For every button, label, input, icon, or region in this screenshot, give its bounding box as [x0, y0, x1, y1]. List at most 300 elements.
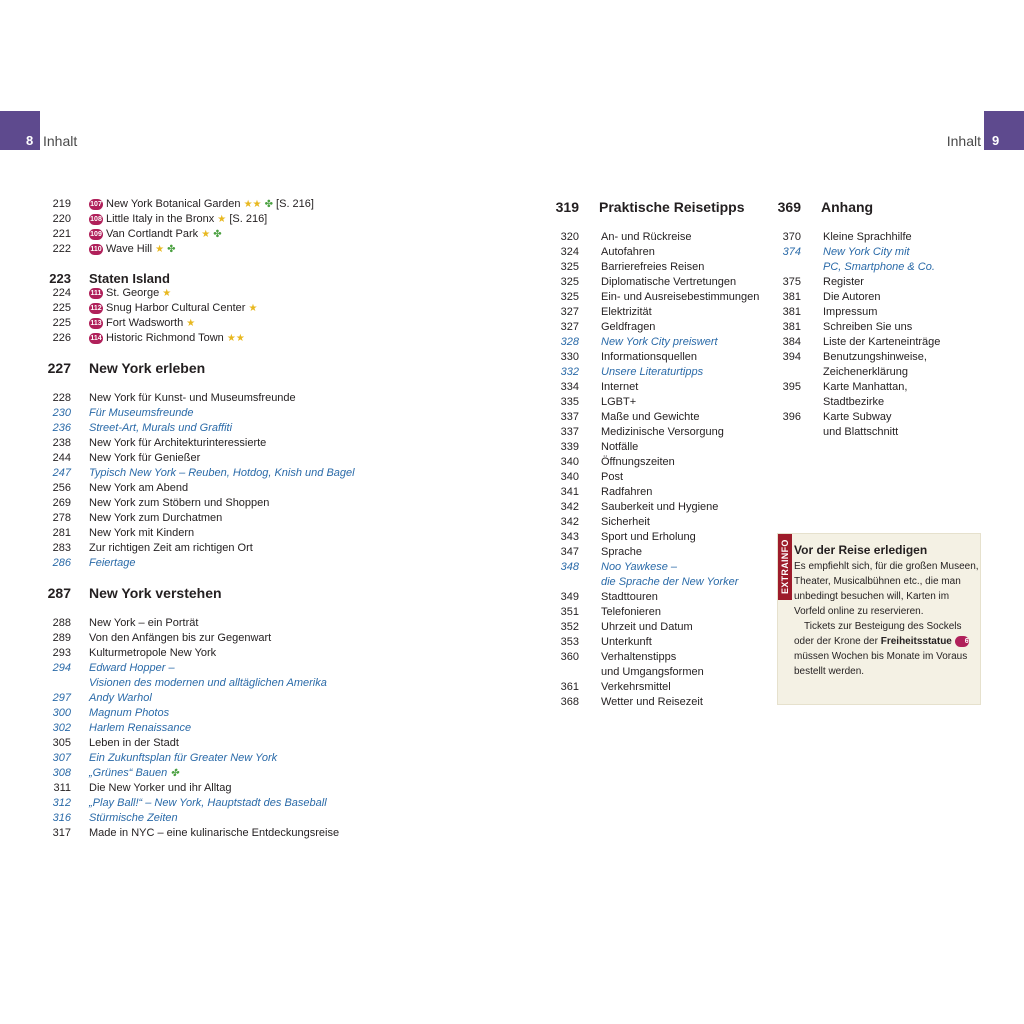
toc-entry[interactable] [45, 466, 355, 481]
entry-text: Van Cortlandt Park [106, 228, 199, 240]
entry-title [601, 605, 661, 620]
entry-title [89, 436, 266, 451]
entry-title [89, 631, 271, 646]
page-number: 220 [52, 213, 71, 225]
toc-entry[interactable] [45, 796, 355, 811]
page-number: 324 [560, 246, 579, 258]
entry-text: New York zum Durchatmen [89, 512, 223, 524]
toc-entry[interactable] [555, 245, 759, 260]
entry-text: Die New Yorker und ihr Alltag [89, 782, 232, 794]
page-number: 294 [52, 662, 71, 674]
entry-title [601, 590, 658, 605]
entry-text: Autofahren [601, 246, 655, 258]
page-number [555, 575, 579, 590]
toc-entry[interactable] [555, 320, 759, 335]
entry-title [823, 395, 884, 410]
toc-entry[interactable] [777, 260, 940, 275]
toc-entry[interactable] [777, 230, 940, 245]
entry-text: Historic Richmond Town [106, 332, 224, 344]
entry-title [823, 335, 940, 350]
star-icon: ★ [217, 214, 227, 225]
page-number [777, 260, 801, 275]
page-number: 222 [52, 243, 71, 255]
page-number: 289 [52, 632, 71, 644]
entry-title [89, 212, 267, 227]
page-number: 343 [560, 531, 579, 543]
page-number: 368 [560, 696, 579, 708]
toc-entry[interactable] [555, 410, 759, 425]
entry-text: Typisch New York – Reuben, Hotdog, Knish und Bagel [89, 467, 355, 479]
entry-title [601, 380, 638, 395]
entry-text: Unterkunft [601, 636, 652, 648]
sight-number-badge: 113 [90, 320, 102, 327]
entry-text: Snug Harbor Cultural Center [106, 302, 246, 314]
page-number: 308 [52, 767, 71, 779]
page-number: 281 [52, 527, 71, 539]
extrainfo-label: EXTRAINFO [778, 534, 792, 600]
entry-title [823, 380, 907, 395]
entry-title [601, 560, 677, 575]
entry-title [89, 466, 355, 481]
entry-text: Wetter und Reisezeit [601, 696, 703, 708]
toc-entry[interactable] [45, 706, 355, 721]
entry-title [89, 227, 222, 242]
page-number: 340 [560, 471, 579, 483]
entry-title [89, 526, 194, 541]
toc-entry[interactable] [555, 605, 759, 620]
page-number: 311 [53, 782, 71, 794]
toc-entry[interactable] [45, 541, 355, 556]
page-number: 221 [52, 228, 71, 240]
entry-title [89, 751, 277, 766]
toc-entry[interactable] [45, 481, 355, 496]
toc-entry[interactable] [555, 335, 759, 350]
toc-column-1 [45, 197, 355, 841]
toc-entry[interactable] [555, 350, 759, 365]
page-number: 283 [52, 542, 71, 554]
page-number: 361 [560, 681, 579, 693]
entry-text: Unsere Literaturtipps [601, 366, 704, 378]
toc-entry[interactable] [777, 305, 940, 320]
page-number: 228 [52, 392, 71, 404]
page-number: 330 [560, 351, 579, 363]
entry-title [601, 515, 650, 530]
entry-text: und Blattschnitt [823, 426, 899, 438]
page-number [45, 676, 71, 691]
running-head-left: Inhalt [43, 133, 78, 149]
star-icon: ★ [186, 318, 196, 329]
entry-title [601, 500, 718, 515]
entry-title [89, 736, 179, 751]
sight-entry[interactable] [45, 212, 355, 227]
page-reference: [S. 216] [229, 213, 268, 225]
toc-entry[interactable] [555, 230, 759, 245]
sight-entry[interactable] [45, 197, 355, 212]
entry-title [601, 230, 692, 245]
toc-entry[interactable] [45, 826, 355, 841]
toc-entry[interactable] [45, 661, 355, 676]
page-number: 395 [782, 381, 801, 393]
toc-entry[interactable] [555, 425, 759, 440]
page-number: 238 [52, 437, 71, 449]
toc-entry[interactable] [45, 496, 355, 511]
entry-text: Street-Art, Murals und Graffiti [89, 422, 233, 434]
entry-title [601, 305, 652, 320]
entry-title [601, 320, 655, 335]
toc-entry[interactable] [45, 556, 355, 571]
sight-entry[interactable] [45, 286, 355, 301]
toc-entry[interactable] [45, 421, 355, 436]
entry-title [89, 391, 296, 406]
entry-title [601, 275, 736, 290]
entry-text: Benutzungshinweise, [823, 351, 927, 363]
toc-entry[interactable] [45, 406, 355, 421]
entry-text: Visionen des modernen und alltäglichen Amerika [89, 677, 327, 689]
page-number: 349 [560, 591, 579, 603]
page-number: 225 [52, 317, 71, 329]
toc-entry[interactable] [555, 590, 759, 605]
sight-number-badge: 110 [90, 246, 102, 253]
sight-entry[interactable] [45, 331, 355, 346]
section-praktische-reisetipps[interactable]: 319 Praktische Reisetipps [555, 199, 745, 215]
entry-text: Medizinische Versorgung [601, 426, 724, 438]
page-number: 317 [52, 827, 71, 839]
entry-title [601, 665, 704, 680]
page-number: 302 [52, 722, 71, 734]
section-anhang[interactable]: 369 Anhang [777, 199, 874, 215]
entry-text: New York zum Stöbern und Shoppen [89, 497, 270, 509]
entry-title [601, 410, 699, 425]
toc-entry[interactable] [555, 650, 759, 665]
entry-title [89, 556, 135, 571]
entry-title [823, 320, 912, 335]
toc-entry[interactable] [45, 631, 355, 646]
toc-entry[interactable] [777, 395, 940, 410]
page-number: 288 [52, 617, 71, 629]
entry-title [823, 290, 880, 305]
entry-title [89, 421, 232, 436]
entry-text: Internet [601, 381, 639, 393]
entry-title [601, 245, 655, 260]
toc-entry[interactable] [555, 305, 759, 320]
entry-text: Feiertage [89, 557, 136, 569]
entry-text: Zur richtigen Zeit am richtigen Ort [89, 542, 253, 554]
page-number: 337 [560, 426, 579, 438]
entry-title [89, 676, 327, 691]
sight-entry[interactable] [45, 242, 355, 257]
toc-entry[interactable] [555, 290, 759, 305]
page-number: 351 [560, 606, 579, 618]
toc-entry[interactable] [45, 736, 355, 751]
entry-title [601, 440, 638, 455]
page-number: 381 [782, 291, 801, 303]
toc-entry[interactable] [555, 500, 759, 515]
entry-text: Karte Manhattan, [823, 381, 908, 393]
page-number: 348 [560, 561, 579, 573]
entry-title [601, 695, 703, 710]
toc-entry[interactable] [777, 335, 940, 350]
entry-text: Liste der Karteneinträge [823, 336, 941, 348]
page-number: 341 [560, 486, 579, 498]
green-tip-icon: ✤ [167, 244, 176, 255]
page-number: 334 [560, 381, 579, 393]
toc-entry[interactable] [45, 781, 355, 796]
entry-text: Harlem Renaissance [89, 722, 192, 734]
entry-title [601, 635, 652, 650]
entry-text: Maße und Gewichte [601, 411, 700, 423]
entry-title [601, 545, 642, 560]
toc-entry[interactable] [45, 691, 355, 706]
toc-entry[interactable] [555, 395, 759, 410]
entry-text: Notfälle [601, 441, 639, 453]
page-number: 286 [52, 557, 71, 569]
entry-text: Register [823, 276, 864, 288]
entry-text: die Sprache der New Yorker [601, 576, 739, 588]
toc-column-2 [555, 197, 759, 710]
toc-entry[interactable] [555, 560, 759, 575]
entry-text: Sport und Erholung [601, 531, 696, 543]
page-number: 370 [782, 231, 801, 243]
entry-text: Karte Subway [823, 411, 892, 423]
toc-entry[interactable] [555, 440, 759, 455]
entry-text: Zeichenerklärung [823, 366, 908, 378]
page-number: 342 [560, 516, 579, 528]
page-number: 225 [52, 302, 71, 314]
entry-text: Uhrzeit und Datum [601, 621, 693, 633]
toc-entry[interactable] [555, 470, 759, 485]
entry-title [89, 616, 198, 631]
entry-text: New York für Architekturinteressierte [89, 437, 267, 449]
entry-text: Barrierefreies Reisen [601, 261, 705, 273]
entry-text: PC, Smartphone & Co. [823, 261, 935, 273]
entry-text: Informationsquellen [601, 351, 698, 363]
toc-entry[interactable] [555, 680, 759, 695]
extrainfo-title: Vor der Reise erledigen [794, 543, 928, 557]
running-head-right: Inhalt [946, 133, 981, 149]
page-number [555, 665, 579, 680]
entry-title [601, 425, 724, 440]
page-number: 352 [560, 621, 579, 633]
star-icon: ★ [201, 229, 211, 240]
entry-text: Magnum Photos [89, 707, 170, 719]
entry-title [89, 301, 257, 316]
page-number: 375 [782, 276, 801, 288]
page-number: 226 [52, 332, 71, 344]
page-number: 381 [782, 321, 801, 333]
page-number: 300 [52, 707, 71, 719]
entry-text: Geldfragen [601, 321, 656, 333]
entry-text: Die Autoren [823, 291, 881, 303]
page-number: 224 [52, 287, 71, 299]
entry-title [823, 245, 910, 260]
toc-entry[interactable] [555, 695, 759, 710]
toc-entry[interactable] [555, 485, 759, 500]
entry-text: Für Museumsfreunde [89, 407, 194, 419]
entry-title [601, 335, 718, 350]
toc-entry[interactable] [777, 380, 940, 395]
entry-text: und Umgangsformen [601, 666, 704, 678]
entry-title [89, 496, 269, 511]
entry-title [89, 511, 222, 526]
sight-entry[interactable] [45, 301, 355, 316]
toc-entry[interactable] [45, 766, 355, 781]
entry-title [823, 425, 898, 440]
entry-title [601, 365, 703, 380]
entry-title [89, 646, 216, 661]
entry-text: Kulturmetropole New York [89, 647, 217, 659]
page-number: 278 [52, 512, 71, 524]
toc-entry[interactable] [45, 676, 355, 691]
entry-text: Leben in der Stadt [89, 737, 179, 749]
entry-text: Elektrizität [601, 306, 652, 318]
entry-text: Fort Wadsworth [106, 317, 184, 329]
freiheitsstatue-link[interactable]: Freiheitsstatue [880, 636, 952, 647]
page-number: 384 [782, 336, 801, 348]
toc-entry[interactable] [777, 320, 940, 335]
entry-text: Ein Zukunftsplan für Greater New York [89, 752, 278, 764]
sight-number-badge: 111 [90, 290, 102, 297]
page-number: 328 [560, 336, 579, 348]
page-number: 230 [52, 407, 71, 419]
toc-entry[interactable] [777, 350, 940, 365]
entry-title [89, 781, 231, 796]
page-number: 247 [52, 467, 71, 479]
extrainfo-paragraph-2: Tickets zur Besteigung des Sockels oder der Krone der Freiheitsstatue 6 müssen Wochen bis Monate im Voraus bestellt werden. [794, 621, 969, 677]
entry-text: Schreiben Sie uns [823, 321, 913, 333]
page-number-left: 8 [0, 111, 40, 150]
sight-number-badge: 108 [90, 216, 102, 223]
entry-text: Radfahren [601, 486, 653, 498]
star-icon: ★ [248, 303, 258, 314]
toc-entry[interactable] [555, 275, 759, 290]
toc-entry[interactable] [777, 275, 940, 290]
toc-entry[interactable] [777, 365, 940, 380]
toc-entry[interactable] [45, 511, 355, 526]
page-number: 374 [782, 246, 801, 258]
entry-text: Little Italy in the Bronx [106, 213, 215, 225]
page-number: 332 [560, 366, 579, 378]
entry-text: Stadtbezirke [823, 396, 885, 408]
entry-title [601, 470, 623, 485]
extrainfo-paragraph-1: Es empfiehlt sich, für die großen Museen, Theater, Musicalbühnen etc., die man unbedingt besuchen will, Karten im Vorfeld online zu reservieren. [794, 561, 979, 617]
toc-column-3 [777, 197, 940, 440]
toc-entry[interactable] [45, 646, 355, 661]
entry-text: New York – ein Porträt [89, 617, 199, 629]
toc-entry[interactable] [45, 391, 355, 406]
toc-entry[interactable] [45, 436, 355, 451]
entry-text: Stadttouren [601, 591, 658, 603]
entry-title [89, 481, 188, 496]
entry-title [601, 350, 697, 365]
page-number: 269 [52, 497, 71, 509]
sight-entry[interactable] [45, 316, 355, 331]
entry-text: Verhaltenstipps [601, 651, 677, 663]
entry-text: New York Botanical Garden [106, 198, 241, 210]
entry-title [89, 826, 339, 841]
page-number: 256 [52, 482, 71, 494]
entry-title [89, 691, 152, 706]
toc-entry[interactable] [555, 455, 759, 470]
entry-title [89, 706, 169, 721]
page-number: 297 [52, 692, 71, 704]
toc-entry[interactable] [45, 526, 355, 541]
toc-entry[interactable] [555, 530, 759, 545]
entry-text: Sauberkeit und Hygiene [601, 501, 719, 513]
toc-entry[interactable] [45, 721, 355, 736]
toc-entry[interactable] [555, 620, 759, 635]
toc-entry[interactable] [555, 365, 759, 380]
page-number: 337 [560, 411, 579, 423]
extrainfo-body [794, 559, 980, 679]
map-badge: 6 [955, 636, 969, 647]
page-number [777, 365, 801, 380]
page-number: 396 [782, 411, 801, 423]
entry-title [823, 410, 891, 425]
page-number: 325 [560, 291, 579, 303]
entry-text: New York am Abend [89, 482, 189, 494]
page-number: 347 [560, 546, 579, 558]
entry-text: Post [601, 471, 624, 483]
toc-entry[interactable] [45, 751, 355, 766]
page-reference: [S. 216] [276, 198, 314, 210]
toc-entry[interactable] [45, 616, 355, 631]
entry-title [601, 680, 671, 695]
page-number: 353 [560, 636, 579, 648]
toc-entry[interactable] [555, 515, 759, 530]
toc-entry[interactable] [555, 545, 759, 560]
toc-entry[interactable] [555, 665, 759, 680]
toc-entry[interactable] [555, 635, 759, 650]
entry-text: „Grünes“ Bauen [89, 767, 168, 779]
toc-entry[interactable] [555, 380, 759, 395]
entry-text: St. George [106, 287, 160, 299]
section-new-york-verstehen[interactable]: 287 New York verstehen [47, 585, 222, 601]
entry-title [601, 290, 759, 305]
section-staten-island[interactable]: 223 Staten Island [49, 271, 170, 286]
green-tip-icon: ✤ [213, 229, 222, 240]
entry-text: Impressum [823, 306, 878, 318]
toc-entry[interactable] [777, 425, 940, 440]
entry-title [89, 286, 171, 301]
sight-number-badge: 107 [90, 201, 102, 208]
page-number: 316 [52, 812, 71, 824]
entry-text: Noo Yawkese – [601, 561, 678, 573]
entry-title [601, 485, 652, 500]
section-new-york-erleben[interactable]: 227 New York erleben [47, 360, 206, 376]
entry-text: Verkehrsmittel [601, 681, 671, 693]
page-number: 327 [560, 306, 579, 318]
sight-number-badge: 114 [90, 335, 102, 342]
toc-entry[interactable] [777, 245, 940, 260]
star-icon: ★★ [243, 199, 262, 210]
entry-title [601, 650, 676, 665]
toc-entry[interactable] [555, 260, 759, 275]
page-number: 293 [52, 647, 71, 659]
entry-text: Ein- und Ausreisebestimmungen [601, 291, 760, 303]
toc-entry[interactable] [777, 290, 940, 305]
sight-entry[interactable] [45, 227, 355, 242]
entry-title [823, 260, 935, 275]
toc-entry[interactable] [45, 811, 355, 826]
page-number: 342 [560, 501, 579, 513]
toc-entry[interactable] [45, 451, 355, 466]
entry-text: Edward Hopper – [89, 662, 175, 674]
entry-text: Diplomatische Vertretungen [601, 276, 737, 288]
entry-title [89, 331, 245, 346]
entry-text: New York für Kunst- und Museumsfreunde [89, 392, 296, 404]
toc-entry[interactable] [555, 575, 759, 590]
toc-entry[interactable] [777, 410, 940, 425]
